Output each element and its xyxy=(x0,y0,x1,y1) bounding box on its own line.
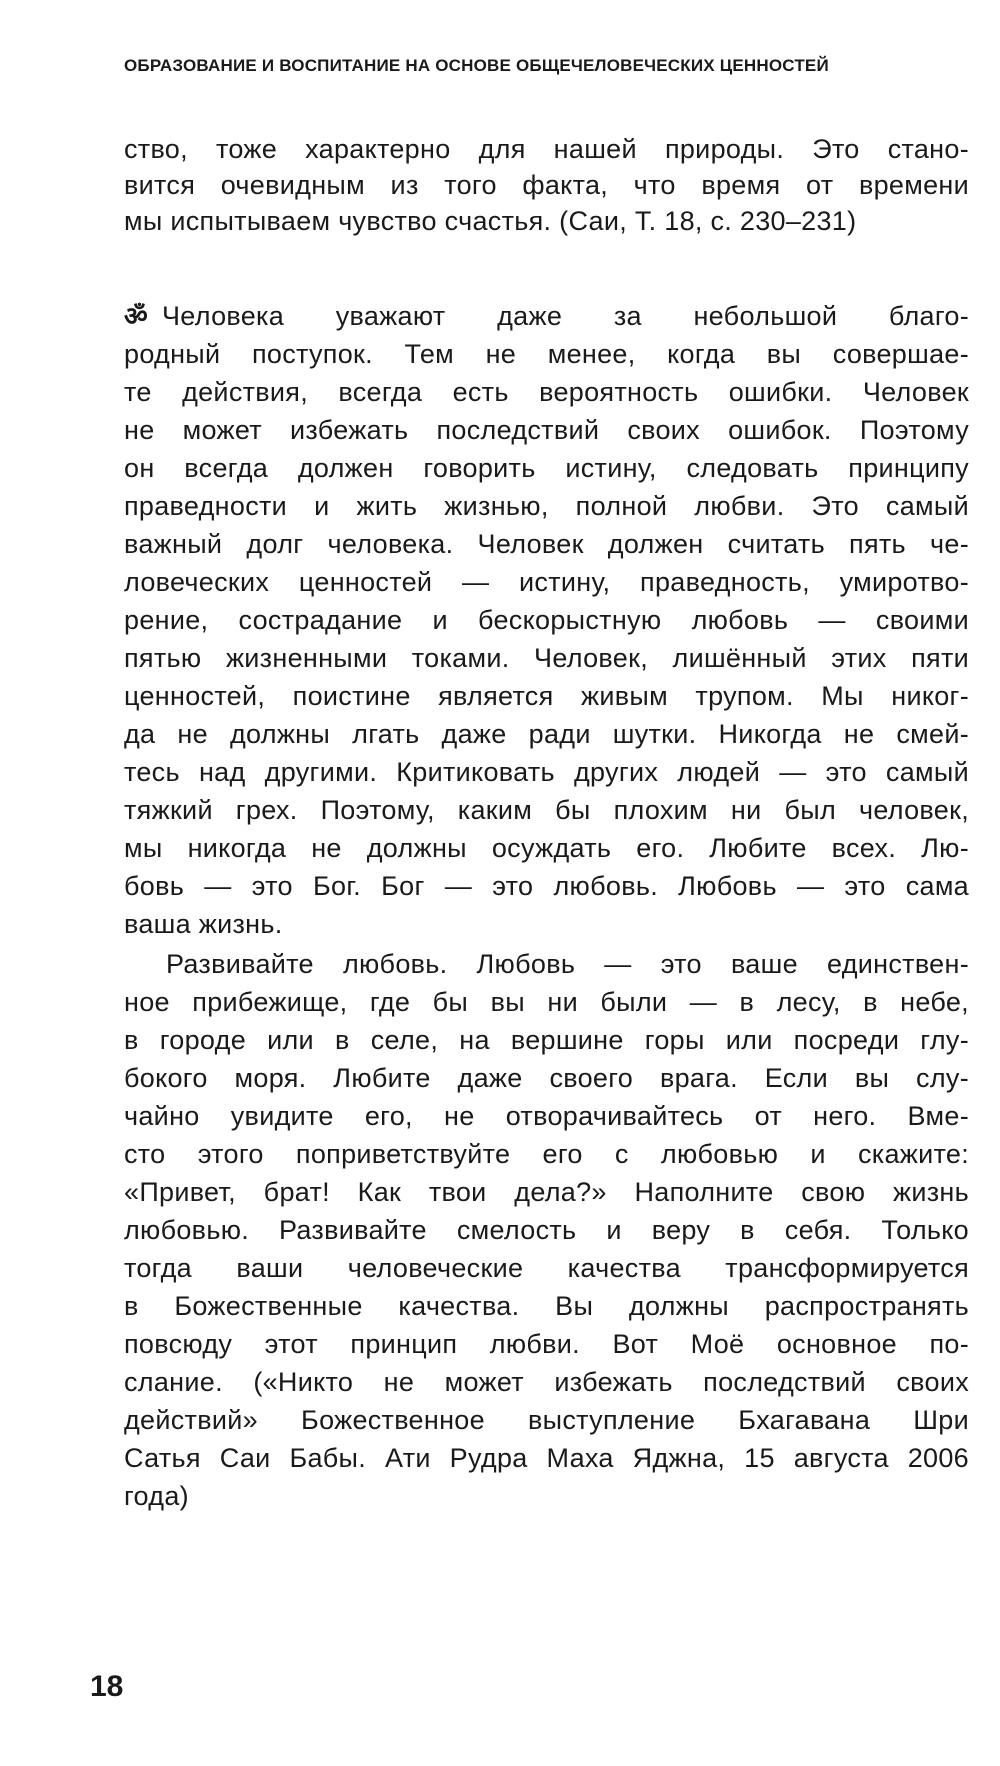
text-line: не может избежать последствий своих ошибок. Поэтому xyxy=(124,415,969,445)
text-line: вится очевидным из того факта, что время от времени xyxy=(124,170,969,200)
text-line: да не должны лгать даже ради шутки. Никогда не смей- xyxy=(124,719,969,749)
text-line-with-om xyxy=(124,298,969,334)
text-line: бовь — это Бог. Бог — это любовь. Любовь — это сама xyxy=(124,871,969,901)
text-line: те действия, всегда есть вероятность ошибки. Человек xyxy=(124,377,969,407)
text-line: ценностей, поистине является живым трупом. Мы никог- xyxy=(124,681,969,711)
om-symbol-icon: ॐ xyxy=(124,301,149,331)
text-line: «Привет, брат! Как твои дела?» Наполните свою жизнь xyxy=(124,1177,969,1207)
text-line: он всегда должен говорить истину, следовать принципу xyxy=(124,453,969,483)
page-number: 18 xyxy=(90,1670,124,1703)
text-line: в Божественные качества. Вы должны распространять xyxy=(124,1291,969,1321)
text-line: Сатья Саи Бабы. Ати Рудра Маха Яджна, 15 августа 2006 xyxy=(124,1443,969,1473)
text-line: мы никогда не должны осуждать его. Любите всех. Лю- xyxy=(124,833,969,863)
text-line: ловеческих ценностей — истину, праведность, умиротво- xyxy=(124,567,969,597)
text-line: любовью. Развивайте смелость и веру в себя. Только xyxy=(124,1215,969,1245)
text-line: ство, тоже характерно для нашей природы. Это стано- xyxy=(124,134,969,164)
text-line: чайно увидите его, не отворачивайтесь от него. Вме- xyxy=(124,1101,969,1131)
text-line: рение, сострадание и бескорыстную любовь — своими xyxy=(124,605,969,635)
text-line: повсюду этот принцип любви. Вот Моё основное по- xyxy=(124,1329,969,1359)
text-line: тяжкий грех. Поэтому, каким бы плохим ни был человек, xyxy=(124,795,969,825)
text-line: родный поступок. Тем не менее, когда вы совершае- xyxy=(124,339,969,369)
text-line: тогда ваши человеческие качества трансформируется xyxy=(124,1253,969,1283)
text-line: важный долг человека. Человек должен считать пять че- xyxy=(124,529,969,559)
text-line: в городе или в селе, на вершине горы или посреди глу- xyxy=(124,1025,969,1055)
running-header: ОБРАЗОВАНИЕ И ВОСПИТАНИЕ НА ОСНОВЕ ОБЩЕЧЕЛОВЕЧЕСКИХ ЦЕННОСТЕЙ xyxy=(124,56,829,75)
text-line: пятью жизненными токами. Человек, лишённый этих пяти xyxy=(124,643,969,673)
text-line: ваша жизнь. xyxy=(124,909,283,939)
text-line: ное прибежище, где бы вы ни были — в лесу, в небе, xyxy=(124,987,969,1017)
text-line: Человека уважают даже за небольшой благо- xyxy=(162,301,969,331)
text-line: года) xyxy=(124,1481,189,1511)
text-line: сто этого поприветствуйте его с любовью и скажите: xyxy=(124,1139,969,1169)
text-line: праведности и жить жизнью, полной любви. Это самый xyxy=(124,491,969,521)
text-line: Развивайте любовь. Любовь — это ваше единствен- xyxy=(166,949,969,979)
text-line: мы испытываем чувство счастья. (Саи, Т. 18, с. 230–231) xyxy=(124,206,857,236)
text-line: бокого моря. Любите даже своего врага. Если вы слу- xyxy=(124,1063,969,1093)
text-line: действий» Божественное выступление Бхагавана Шри xyxy=(124,1405,969,1435)
text-line: слание. («Никто не может избежать последствий своих xyxy=(124,1367,969,1397)
text-line: тесь над другими. Критиковать других людей — это самый xyxy=(124,757,969,787)
